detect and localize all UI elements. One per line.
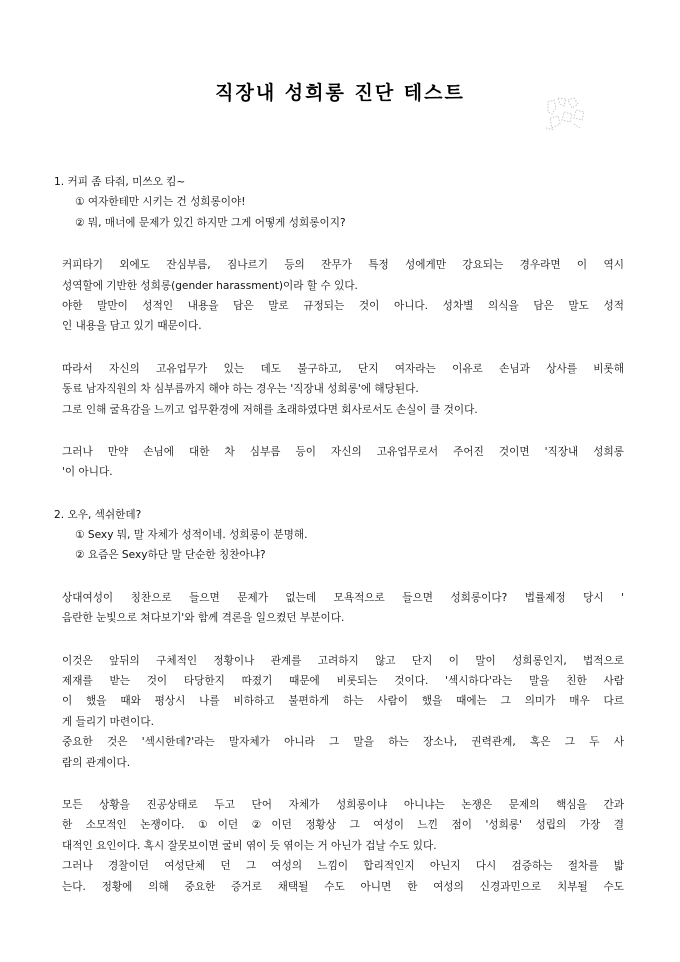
text-line: 이것은 앞뒤의 구체적인 정황이나 관계를 고려하지 않고 단지 이 말이 성희롱인지, 법적으로 — [62, 654, 624, 667]
text-line: 람의 관계이다. — [62, 756, 131, 769]
q1-paragraph-1 — [62, 255, 624, 337]
text-line: 동료 남자직원의 차 심부름까지 해야 하는 경우는 '직장내 성희롱'에 해당된다. — [62, 383, 419, 396]
text-line: 그로 인해 굴욕감을 느끼고 업무환경에 저해를 초래하였다면 회사로서도 손실이 클 것이다. — [62, 403, 478, 416]
text-line: 커피타기 외에도 잔심부름, 짐나르기 등의 잔무가 특정 성에게만 강요되는 경우라면 이 역시 — [62, 259, 624, 272]
text-line: 모든 상황을 진공상태로 두고 단어 자체가 성희롱이냐 아니냐는 논쟁은 문제의 핵심을 간과 — [62, 798, 624, 811]
text-line: 상대여성이 칭찬으로 들으면 문제가 없는데 모욕적으로 들으면 성희롱이다? 법률제정 당시 ' — [62, 591, 624, 604]
text-line: 대적인 요인이다. 혹시 잘못보이면 굴비 엮이 듯 엮이는 거 아닌가 겁날 수도 있다. — [62, 839, 437, 852]
q2-option-1: ① Sexy 뭐, 말 자체가 성적이네. 성희롱이 분명해. — [75, 529, 308, 542]
q1-paragraph-2 — [62, 359, 624, 420]
q2-paragraph-2 — [62, 651, 624, 773]
faint-stamp-mark — [544, 94, 590, 134]
text-line: 그러나 경찰이던 여성단체 던 그 여성의 느낌이 합리적인지 아닌지 다시 검증하는 절차를 밟 — [62, 860, 624, 873]
text-line: 인 내용을 담고 있기 때문이다. — [62, 320, 202, 333]
q1-paragraph-3 — [62, 442, 624, 483]
question-1: 1. 커피 좀 타줘, 미쓰오 킴~ — [54, 176, 186, 188]
text-line: 야한 말만이 성적인 내용을 담은 말로 규정되는 것이 아니다. 성차별 의식을 담은 말도 성적 — [62, 299, 624, 312]
q2-paragraph-1 — [62, 588, 624, 629]
text-line: 게 들리기 마련이다. — [62, 715, 154, 728]
text-line: 제재를 받는 것이 타당한지 따졌기 때문에 비롯되는 것이다. '섹시하다'라는 말을 친한 사람 — [62, 675, 624, 688]
question-2: 2. 오우, 섹쉬한데? — [54, 508, 142, 521]
text-line: 그러나 만약 손님에 대한 차 심부름 등이 자신의 고유업무로서 주어진 것이면 '직장내 성희롱 — [62, 445, 624, 458]
q1-option-1: ① 여자한테만 시키는 건 성희롱이야! — [75, 196, 246, 209]
q2-option-2: ② 요즘은 Sexy하단 말 단순한 칭찬아냐? — [75, 549, 266, 562]
text-line: 한 소모적인 논쟁이다. ①이던 ②이던 정황상 그 여성이 느낀 점이 '성희롱' 성립의 가장 결 — [62, 819, 624, 832]
text-line: 이 했을 때와 평상시 나를 비하하고 불편하게 하는 사람이 했을 때에는 그 의미가 매우 다르 — [62, 695, 624, 708]
text-line: 는다. 정황에 의해 중요한 증거로 채택될 수도 아니면 한 여성의 신경과민으로 치부될 수도 — [62, 880, 624, 893]
text-line: 음란한 눈빛으로 쳐다보기'와 함께 격론을 일으켰던 부분이다. — [62, 612, 345, 625]
document-title: 직장내 성희롱 진단 테스트 — [215, 82, 465, 104]
q1-option-2: ② 뭐, 매너에 문제가 있긴 하지만 그게 어떻게 성희롱이지? — [75, 216, 346, 229]
q2-paragraph-3 — [62, 795, 624, 897]
text-line: 따라서 자신의 고유업무가 있는 데도 불구하고, 단지 여자라는 이유로 손님과 상사를 비롯해 — [62, 362, 624, 375]
text-line: '이 아니다. — [62, 466, 113, 479]
text-line: 중요한 것은 '섹시한데?'라는 말자체가 아니라 그 말을 하는 장소나, 권력관계, 혹은 그 두 사 — [62, 736, 624, 749]
text-line: 성역할에 기반한 성희롱(gender harassment)이라 할 수 있다. — [62, 279, 358, 292]
document-body — [54, 172, 624, 897]
